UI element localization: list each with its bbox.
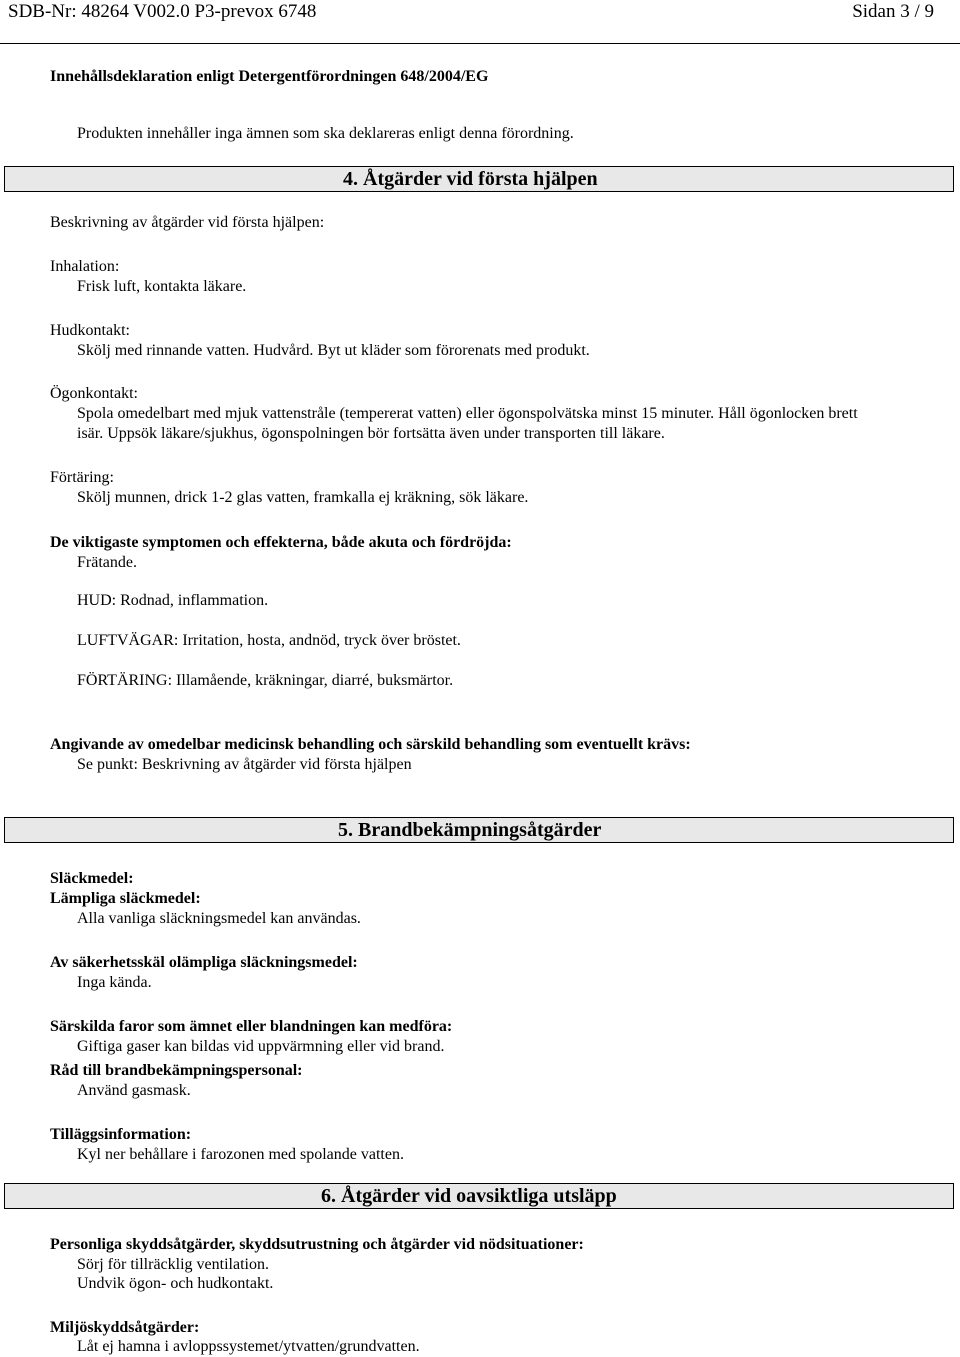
special-hazards-text: Giftiga gaser kan bildas vid uppvärmning eller vid brand. xyxy=(77,1038,445,1055)
extinguishing-media-heading: Släckmedel: xyxy=(50,870,134,887)
symptoms-ingestion: FÖRTÄRING: Illamående, kräkningar, diarré, buksmärtor. xyxy=(77,672,454,689)
page-number: Sidan 3 / 9 xyxy=(852,1,934,22)
personal-precautions-text-1: Sörj för tillräcklig ventilation. xyxy=(77,1256,269,1273)
ingestion-label: Förtäring: xyxy=(50,469,114,486)
personal-precautions-text-2: Undvik ögon- och hudkontakt. xyxy=(77,1275,274,1292)
firefighter-advice-heading: Råd till brandbekämpningspersonal: xyxy=(50,1062,303,1079)
section-4-title: 4. Åtgärder vid första hjälpen xyxy=(343,168,598,190)
unsuitable-media-text: Inga kända. xyxy=(77,974,152,991)
suitable-media-heading: Lämpliga släckmedel: xyxy=(50,890,201,907)
eye-contact-label: Ögonkontakt: xyxy=(50,385,138,402)
eye-contact-text-line-1: Spola omedelbart med mjuk vattenstråle (tempererat vatten) eller ögonspolvätska minst 15 minuter. Håll ögonlocken brett xyxy=(77,405,858,422)
additional-info-heading: Tilläggsinformation: xyxy=(50,1126,192,1143)
section-6-band xyxy=(4,1183,954,1209)
detergent-heading: Innehållsdeklaration enligt Detergentförordningen 648/2004/EG xyxy=(50,68,489,85)
header-divider xyxy=(0,43,960,44)
firefighter-advice-text: Använd gasmask. xyxy=(77,1082,191,1099)
detergent-text: Produkten innehåller inga ämnen som ska deklareras enligt denna förordning. xyxy=(77,125,574,142)
eye-contact-text-line-2: isär. Uppsök läkare/sjukhus, ögonspolningen bör fortsätta även under transporten till läkare. xyxy=(77,425,665,442)
personal-precautions-heading: Personliga skyddsåtgärder, skyddsutrustning och åtgärder vid nödsituationer: xyxy=(50,1236,584,1253)
skin-contact-text: Skölj med rinnande vatten. Hudvård. Byt ut kläder som förorenats med produkt. xyxy=(77,342,590,359)
environmental-precautions-text: Låt ej hamna i avloppssystemet/ytvatten/grundvatten. xyxy=(77,1338,420,1355)
inhalation-label: Inhalation: xyxy=(50,258,120,275)
suitable-media-text: Alla vanliga släckningsmedel kan användas. xyxy=(77,910,361,927)
section-6-title: 6. Åtgärder vid oavsiktliga utsläpp xyxy=(321,1185,617,1207)
environmental-precautions-heading: Miljöskyddsåtgärder: xyxy=(50,1319,200,1336)
symptoms-airways: LUFTVÄGAR: Irritation, hosta, andnöd, tryck över bröstet. xyxy=(77,632,461,649)
ingestion-text: Skölj munnen, drick 1-2 glas vatten, framkalla ej kräkning, sök läkare. xyxy=(77,489,529,506)
inhalation-text: Frisk luft, kontakta läkare. xyxy=(77,278,247,295)
skin-contact-label: Hudkontakt: xyxy=(50,322,130,339)
additional-info-text: Kyl ner behållare i farozonen med spolande vatten. xyxy=(77,1146,404,1163)
section-5-title: 5. Brandbekämpningsåtgärder xyxy=(338,819,602,841)
section-5-band xyxy=(4,817,954,843)
document-header-id: SDB-Nr: 48264 V002.0 P3-prevox 6748 xyxy=(8,1,317,22)
unsuitable-media-heading: Av säkerhetsskäl olämpliga släckningsmedel: xyxy=(50,954,358,971)
symptoms-heading: De viktigaste symptomen och effekterna, både akuta och fördröjda: xyxy=(50,534,512,551)
special-hazards-heading: Särskilda faror som ämnet eller blandningen kan medföra: xyxy=(50,1018,453,1035)
medical-treatment-heading: Angivande av omedelbar medicinsk behandling och särskild behandling som eventuellt krävs: xyxy=(50,736,691,753)
medical-treatment-text: Se punkt: Beskrivning av åtgärder vid första hjälpen xyxy=(77,756,412,773)
section-4-band xyxy=(4,166,954,192)
symptoms-corrosive: Frätande. xyxy=(77,554,137,571)
symptoms-skin: HUD: Rodnad, inflammation. xyxy=(77,592,269,609)
first-aid-description-heading: Beskrivning av åtgärder vid första hjälpen: xyxy=(50,214,325,231)
